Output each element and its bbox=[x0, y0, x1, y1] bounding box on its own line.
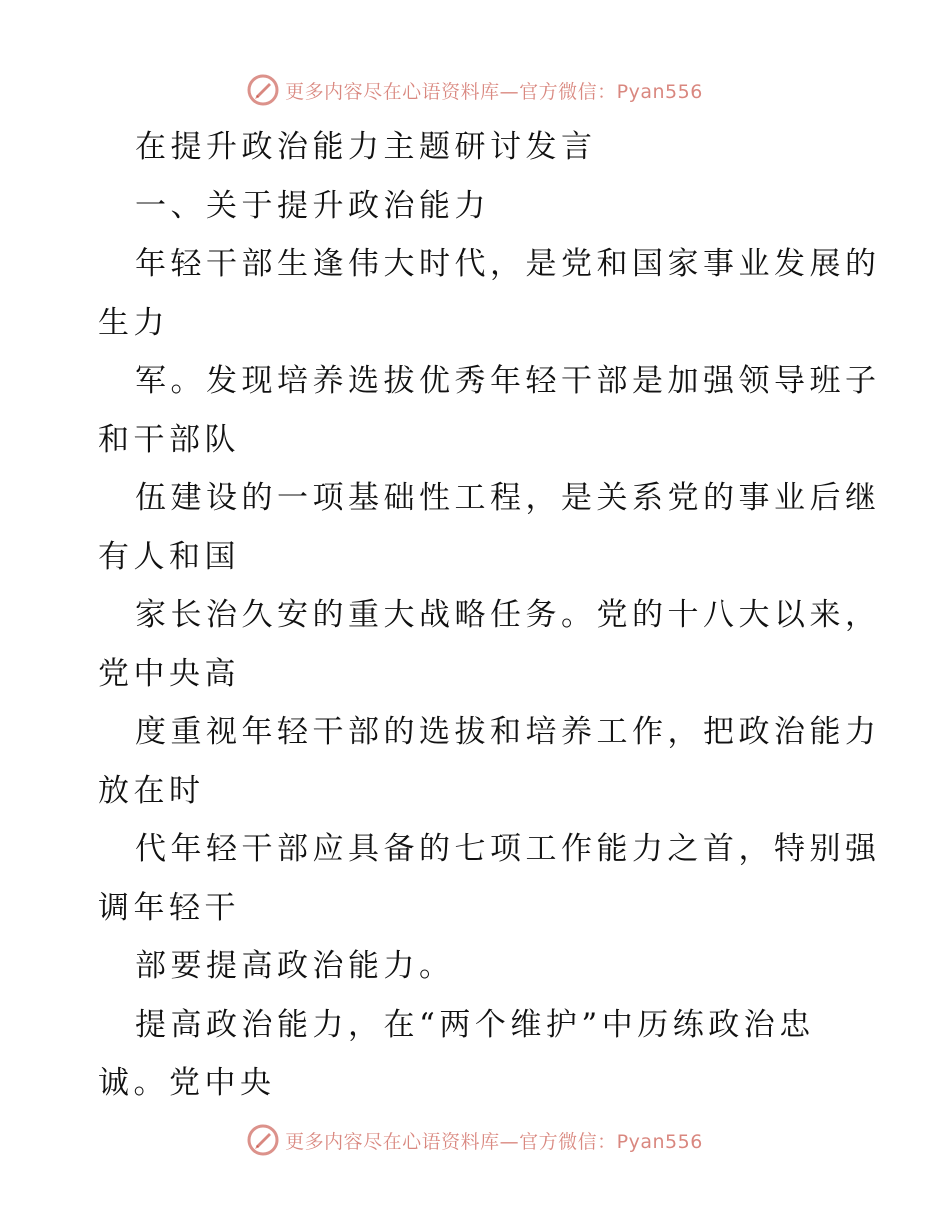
text-line: 家长治久安的重大战略任务。党的十八大以来， bbox=[135, 597, 881, 633]
text-line: 度重视年轻干部的选拔和培养工作，把政治能力 bbox=[135, 714, 881, 750]
text-line: 诚。党中央 bbox=[98, 1065, 276, 1101]
text-line: 党中央高 bbox=[98, 655, 240, 692]
text-line: 代年轻干部应具备的七项工作能力之首，特别强 bbox=[135, 831, 881, 867]
text-line: 军。发现培养选拔优秀年轻干部是加强领导班子 bbox=[135, 363, 881, 399]
quill-logo-icon bbox=[247, 74, 279, 106]
text-line: 提高政治能力，在“两个维护”中历练政治忠 bbox=[135, 1006, 815, 1043]
text-line: 放在时 bbox=[98, 772, 205, 809]
header-watermark bbox=[0, 70, 950, 110]
document-body bbox=[98, 118, 881, 1113]
text-line: 部要提高政治能力。 bbox=[135, 948, 455, 984]
text-line: 有人和国 bbox=[98, 538, 240, 575]
text-line: 伍建设的一项基础性工程，是关系党的事业后继 bbox=[135, 480, 881, 516]
text-line: 和干部队 bbox=[98, 421, 240, 458]
text-line: 年轻干部生逢伟大时代，是党和国家事业发展的 bbox=[135, 246, 881, 282]
document-title: 在提升政治能力主题研讨发言 bbox=[135, 129, 597, 165]
section-heading: 一、关于提升政治能力 bbox=[135, 187, 490, 224]
footer-watermark bbox=[0, 1120, 950, 1160]
text-line: 生力 bbox=[98, 304, 169, 341]
watermark-text: 更多内容尽在心语资料库—官方微信：Pyan556 bbox=[285, 1130, 703, 1153]
text-line: 调年轻干 bbox=[98, 889, 240, 926]
quill-logo-icon bbox=[247, 1124, 279, 1156]
watermark-text: 更多内容尽在心语资料库—官方微信：Pyan556 bbox=[285, 80, 703, 103]
